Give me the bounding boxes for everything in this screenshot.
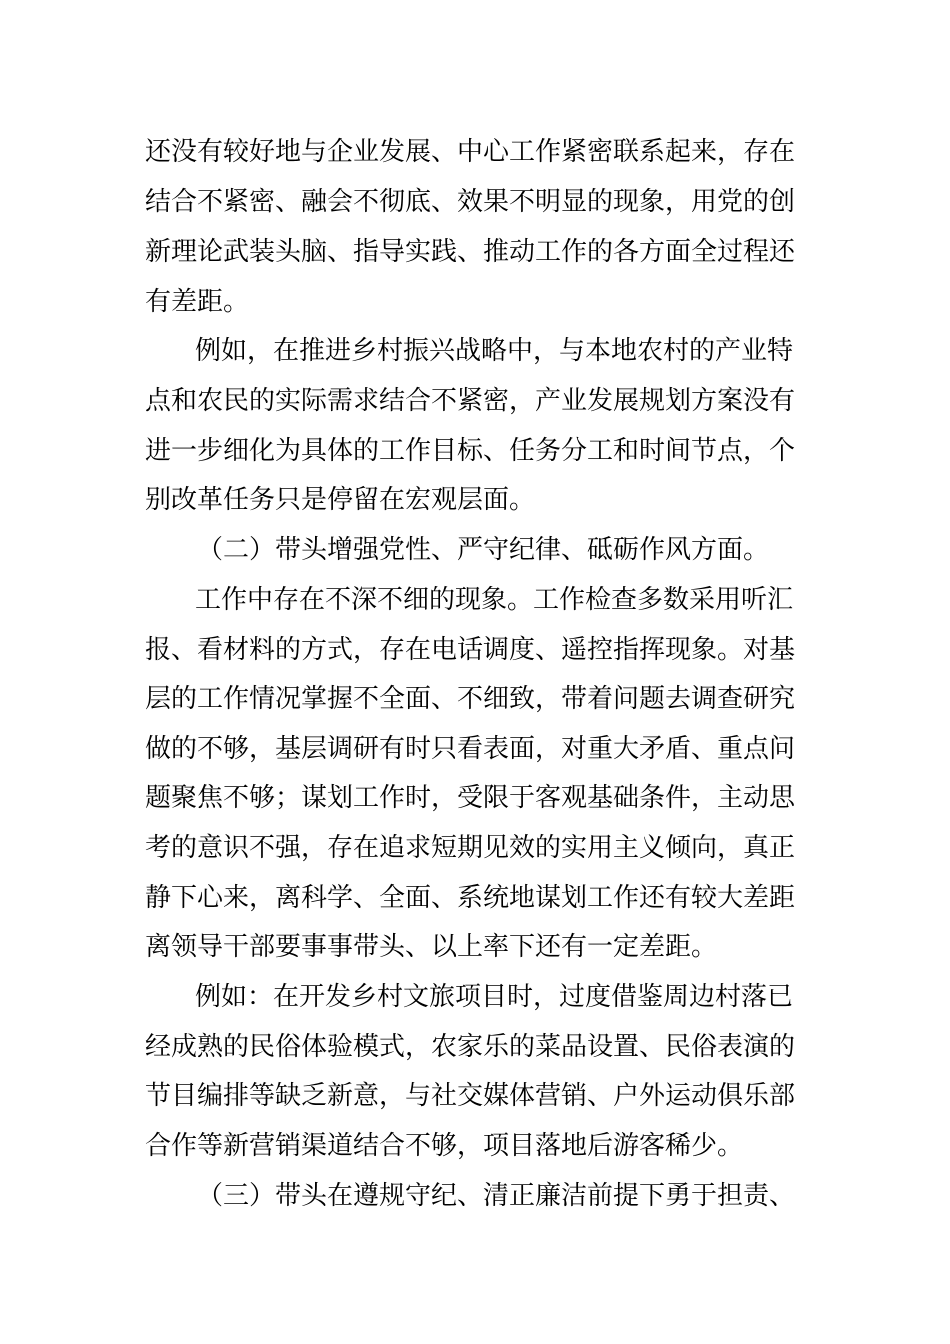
text-line: 别改革任务只是停留在宏观层面。	[145, 485, 536, 515]
text-line: 合作等新营销渠道结合不够，项目落地后游客稀少。	[145, 1131, 744, 1161]
text-line: 工作中存在不深不细的现象。工作检查多数采用听汇	[195, 585, 794, 615]
text-line: 例如，在推进乡村振兴战略中，与本地农村的产业特	[195, 336, 794, 366]
text-line: 节目编排等缺乏新意，与社交媒体营销、户外运动俱乐部	[145, 1081, 796, 1111]
text-line: 报、看材料的方式，存在电话调度、遥控指挥现象。对基	[145, 635, 796, 665]
text-line: 还没有较好地与企业发展、中心工作紧密联系起来，存在	[145, 137, 796, 167]
text-line: 新理论武装头脑、指导实践、推动工作的各方面全过程还	[145, 237, 796, 267]
text-line: 结合不紧密、融会不彻底、效果不明显的现象，用党的创	[145, 187, 796, 217]
text-line: 做的不够，基层调研有时只看表面，对重大矛盾、重点问	[145, 734, 796, 764]
text-line: 点和农民的实际需求结合不紧密，产业发展规划方案没有	[145, 386, 796, 416]
text-line: 进一步细化为具体的工作目标、任务分工和时间节点，个	[145, 436, 796, 466]
text-line: 例如：在开发乡村文旅项目时，过度借鉴周边村落已	[195, 982, 794, 1012]
text-line: 经成熟的民俗体验模式，农家乐的菜品设置、民俗表演的	[145, 1032, 796, 1062]
text-line: 考的意识不强，存在追求短期见效的实用主义倾向，真正	[145, 833, 796, 863]
text-line: 题聚焦不够；谋划工作时，受限于客观基础条件，主动思	[145, 783, 796, 813]
text-line: 层的工作情况掌握不全面、不细致，带着问题去调查研究	[145, 684, 796, 714]
text-line: 有差距。	[145, 287, 250, 317]
section-heading-2: （二）带头增强党性、严守纪律、砥砺作风方面。	[197, 535, 770, 565]
section-heading-3: （三）带头在遵规守纪、清正廉洁前提下勇于担责、	[197, 1181, 796, 1211]
text-line: 静下心来，离科学、全面、系统地谋划工作还有较大差距	[145, 883, 796, 913]
text-line: 离领导干部要事事带头、以上率下还有一定差距。	[145, 932, 718, 962]
